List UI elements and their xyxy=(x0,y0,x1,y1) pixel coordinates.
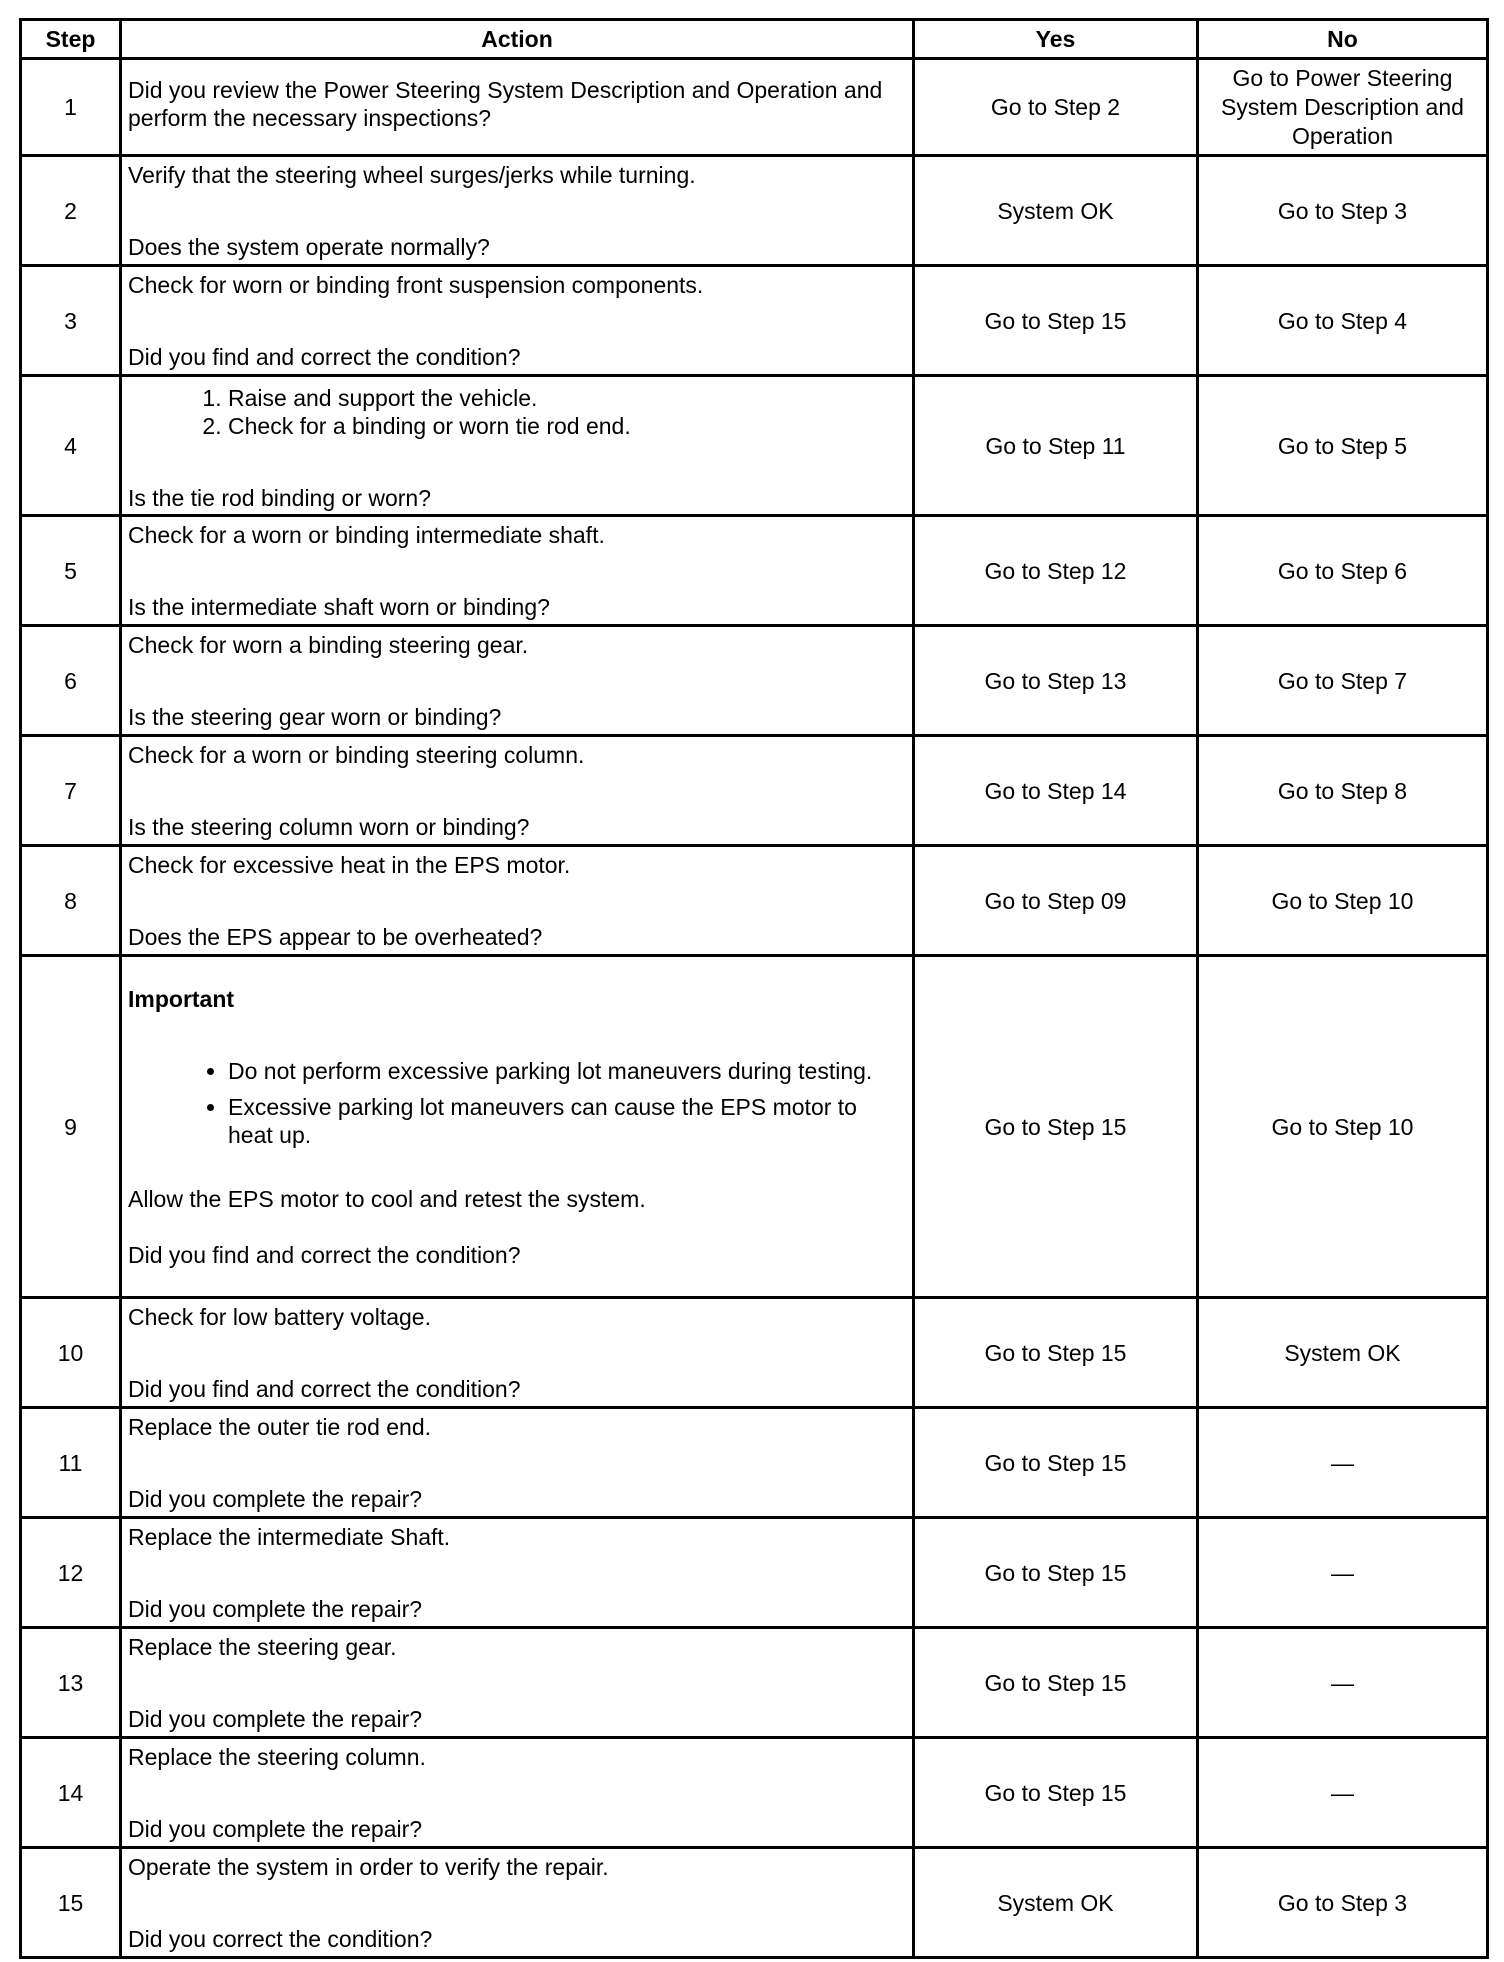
bullet-list xyxy=(128,1057,906,1149)
action-question: Does the system operate normally? xyxy=(128,233,490,260)
step-number: 1 xyxy=(21,59,121,156)
table-row xyxy=(21,1408,1488,1518)
action-cell xyxy=(121,846,914,956)
action-cell xyxy=(121,1628,914,1738)
list-item: 1. Raise and support the vehicle. xyxy=(228,384,906,412)
action-cell xyxy=(121,736,914,846)
action-text: Replace the intermediate Shaft. xyxy=(128,1523,451,1550)
step-number: 9 xyxy=(21,956,121,1298)
table-row xyxy=(21,516,1488,626)
no-cell: Go to Step 8 xyxy=(1198,736,1488,846)
action-cell xyxy=(121,1518,914,1628)
no-cell: System OK xyxy=(1198,1298,1488,1408)
yes-cell: System OK xyxy=(914,1848,1198,1958)
yes-cell: System OK xyxy=(914,156,1198,266)
step-number: 15 xyxy=(21,1848,121,1958)
table-row xyxy=(21,59,1488,156)
action-cell xyxy=(121,1848,914,1958)
action-question: Did you complete the repair? xyxy=(128,1705,423,1732)
yes-cell: Go to Step 15 xyxy=(914,1408,1198,1518)
yes-cell: Go to Step 15 xyxy=(914,956,1198,1298)
step-number: 3 xyxy=(21,266,121,376)
yes-cell: Go to Step 15 xyxy=(914,1628,1198,1738)
no-cell: Go to Step 3 xyxy=(1198,1848,1488,1958)
no-cell: — xyxy=(1198,1518,1488,1628)
step-number: 12 xyxy=(21,1518,121,1628)
action-text: Check for worn or binding front suspension components. xyxy=(128,271,704,298)
action-question: Did you correct the condition? xyxy=(128,1925,433,1952)
diagnostic-table xyxy=(19,18,1489,1959)
step-number: 11 xyxy=(21,1408,121,1518)
no-cell: Go to Step 6 xyxy=(1198,516,1488,626)
no-cell: Go to Step 5 xyxy=(1198,376,1488,516)
no-cell: Go to Power Steering System Description and Operation xyxy=(1198,59,1488,156)
important-label: Important xyxy=(128,985,235,1012)
table-row xyxy=(21,266,1488,376)
yes-cell: Go to Step 11 xyxy=(914,376,1198,516)
table-row xyxy=(21,1848,1488,1958)
action-text: Operate the system in order to verify the repair. xyxy=(128,1853,609,1880)
action-cell xyxy=(121,59,914,156)
action-text: Allow the EPS motor to cool and retest the system. xyxy=(128,1185,646,1212)
header-action: Action xyxy=(121,20,914,59)
no-cell: Go to Step 10 xyxy=(1198,846,1488,956)
no-cell: — xyxy=(1198,1408,1488,1518)
action-question: Is the intermediate shaft worn or binding? xyxy=(128,593,550,620)
no-cell: Go to Step 3 xyxy=(1198,156,1488,266)
action-question: Is the tie rod binding or worn? xyxy=(128,484,432,511)
action-text: Check for worn a binding steering gear. xyxy=(128,631,529,658)
action-text: Check for excessive heat in the EPS motor. xyxy=(128,851,571,878)
action-text: Replace the outer tie rod end. xyxy=(128,1413,432,1440)
action-cell xyxy=(121,156,914,266)
action-question: Did you find and correct the condition? xyxy=(128,1241,521,1268)
yes-cell: Go to Step 2 xyxy=(914,59,1198,156)
step-number: 13 xyxy=(21,1628,121,1738)
action-text: Did you review the Power Steering System Description and Operation and perform the necessary inspections? xyxy=(128,77,889,131)
list-item: • Excessive parking lot maneuvers can cause the EPS motor to heat up. xyxy=(228,1093,906,1149)
table-row xyxy=(21,1518,1488,1628)
step-number: 14 xyxy=(21,1738,121,1848)
action-cell xyxy=(121,956,914,1298)
table-row xyxy=(21,376,1488,516)
header-step: Step xyxy=(21,20,121,59)
numbered-list xyxy=(128,384,906,440)
action-question: Did you find and correct the condition? xyxy=(128,343,521,370)
action-text: Replace the steering gear. xyxy=(128,1633,397,1660)
step-number: 7 xyxy=(21,736,121,846)
no-cell: — xyxy=(1198,1628,1488,1738)
action-question: Is the steering gear worn or binding? xyxy=(128,703,502,730)
action-question: Does the EPS appear to be overheated? xyxy=(128,923,543,950)
list-item: • Do not perform excessive parking lot maneuvers during testing. xyxy=(228,1057,906,1085)
action-cell xyxy=(121,1298,914,1408)
list-item: 2. Check for a binding or worn tie rod end. xyxy=(228,412,906,440)
yes-cell: Go to Step 15 xyxy=(914,266,1198,376)
action-cell xyxy=(121,1408,914,1518)
header-row xyxy=(21,20,1488,59)
action-question: Did you complete the repair? xyxy=(128,1815,423,1842)
table-row xyxy=(21,956,1488,1298)
action-text: Check for a worn or binding intermediate shaft. xyxy=(128,521,605,548)
table-row xyxy=(21,846,1488,956)
action-text: Check for low battery voltage. xyxy=(128,1303,431,1330)
action-cell xyxy=(121,266,914,376)
action-cell xyxy=(121,516,914,626)
step-number: 4 xyxy=(21,376,121,516)
yes-cell: Go to Step 13 xyxy=(914,626,1198,736)
table-row xyxy=(21,1298,1488,1408)
table-row xyxy=(21,1738,1488,1848)
yes-cell: Go to Step 15 xyxy=(914,1298,1198,1408)
action-text: Check for a worn or binding steering column. xyxy=(128,741,585,768)
action-text: Verify that the steering wheel surges/jerks while turning. xyxy=(128,161,696,188)
step-number: 6 xyxy=(21,626,121,736)
step-number: 5 xyxy=(21,516,121,626)
step-number: 8 xyxy=(21,846,121,956)
no-cell: Go to Step 10 xyxy=(1198,956,1488,1298)
header-no: No xyxy=(1198,20,1488,59)
step-number: 10 xyxy=(21,1298,121,1408)
action-question: Did you complete the repair? xyxy=(128,1595,423,1622)
action-question: Is the steering column worn or binding? xyxy=(128,813,530,840)
action-cell xyxy=(121,376,914,516)
no-cell: Go to Step 7 xyxy=(1198,626,1488,736)
action-question: Did you complete the repair? xyxy=(128,1485,423,1512)
yes-cell: Go to Step 15 xyxy=(914,1518,1198,1628)
yes-cell: Go to Step 14 xyxy=(914,736,1198,846)
step-number: 2 xyxy=(21,156,121,266)
table-row xyxy=(21,1628,1488,1738)
yes-cell: Go to Step 12 xyxy=(914,516,1198,626)
yes-cell: Go to Step 15 xyxy=(914,1738,1198,1848)
table-row xyxy=(21,156,1488,266)
yes-cell: Go to Step 09 xyxy=(914,846,1198,956)
action-text: Replace the steering column. xyxy=(128,1743,426,1770)
action-question: Did you find and correct the condition? xyxy=(128,1375,521,1402)
table-row xyxy=(21,736,1488,846)
action-cell xyxy=(121,1738,914,1848)
no-cell: — xyxy=(1198,1738,1488,1848)
header-yes: Yes xyxy=(914,20,1198,59)
no-cell: Go to Step 4 xyxy=(1198,266,1488,376)
action-cell xyxy=(121,626,914,736)
table-row xyxy=(21,626,1488,736)
